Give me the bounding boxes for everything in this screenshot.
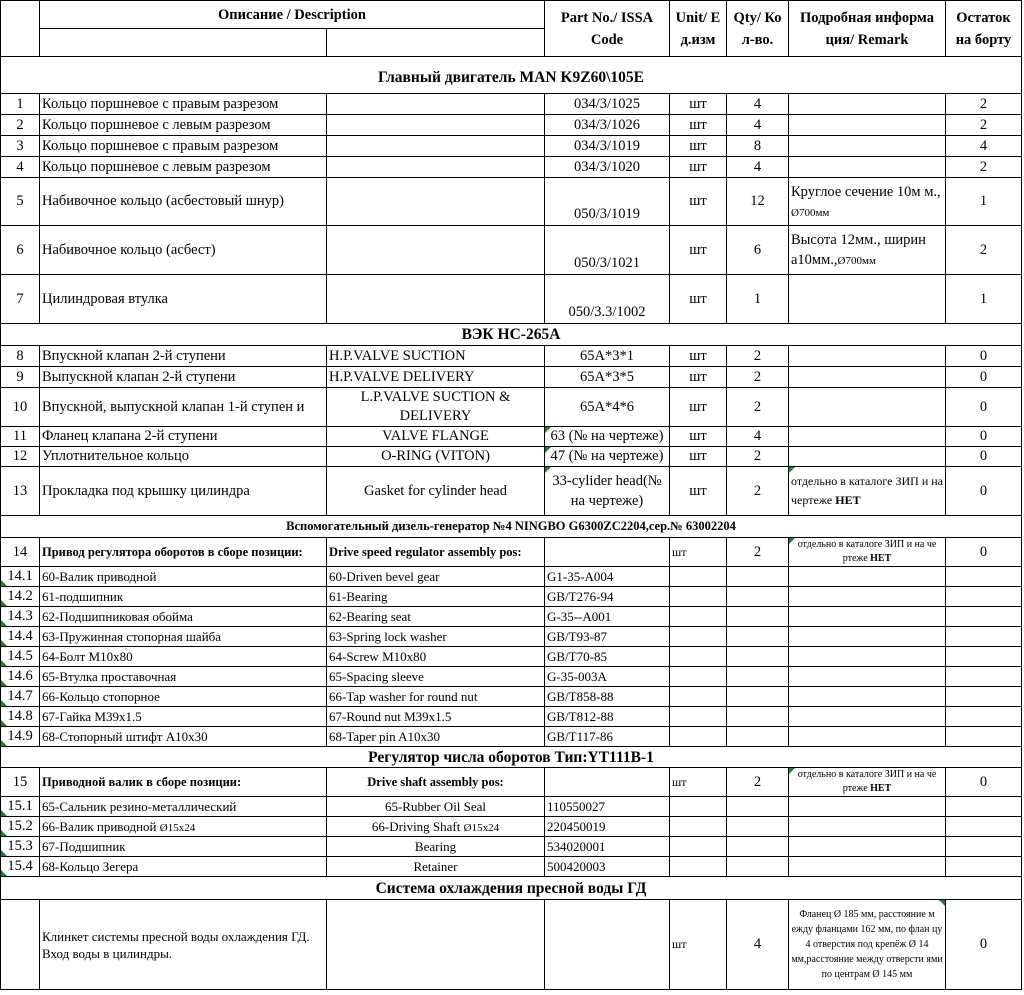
row-english: Bearing (327, 837, 545, 857)
row-unit (670, 647, 727, 667)
row-onboard: 1 (946, 178, 1022, 226)
row-onboard (946, 567, 1022, 587)
row-english: O-RING (VITON) (327, 447, 545, 467)
row-unit: шт (670, 447, 727, 467)
section-title: ВЭК HC-265A (1, 324, 1022, 346)
row-part (545, 538, 670, 567)
table-row (1, 367, 1022, 388)
row-onboard (946, 797, 1022, 817)
row-description: Цилиндровая втулка (40, 275, 327, 324)
row-number: 14.2 (1, 587, 40, 607)
row-part: 110550027 (545, 797, 670, 817)
table-row (1, 427, 1022, 447)
header-part-no: Part No./ ISSA Code (545, 1, 670, 57)
row-unit: шт (670, 427, 727, 447)
row-onboard: 0 (946, 367, 1022, 388)
header-number (1, 1, 40, 57)
table-row (1, 727, 1022, 747)
row-number: 2 (1, 115, 40, 136)
row-remark (789, 857, 946, 877)
row-qty (727, 647, 789, 667)
row-unit: шт (670, 900, 727, 990)
row-number: 13 (1, 467, 40, 516)
table-row (1, 647, 1022, 667)
row-remark: Фланец Ø 185 мм, расстояние м ежду фланцами 162 мм, по флан цу 4 отверстия под крепёж Ø 14 мм,расстояние между отверсти ями по центрам Ø 145 мм (789, 900, 946, 990)
row-english: 65-Spacing sleeve (327, 667, 545, 687)
row-qty: 2 (727, 367, 789, 388)
row-description: 65-Сальник резино-металлический (40, 797, 327, 817)
table-row (1, 900, 1022, 990)
row-part: 33-cylider head(№ на чертеже) (545, 467, 670, 516)
row-remark (789, 178, 946, 226)
row-description: 66-Кольцо стопорное (40, 687, 327, 707)
table-row (1, 707, 1022, 727)
row-unit: шт (670, 275, 727, 324)
row-english: Drive speed regulator assembly pos: (327, 538, 545, 567)
row-onboard: 2 (946, 226, 1022, 275)
row-number: 8 (1, 346, 40, 367)
row-english: Retainer (327, 857, 545, 877)
header-remark: Подробная информа ция/ Remark (789, 1, 946, 57)
row-remark (789, 467, 946, 516)
row-qty (727, 857, 789, 877)
row-remark (789, 768, 946, 797)
row-english (327, 817, 545, 837)
row-english: 63-Spring lock washer (327, 627, 545, 647)
row-onboard (946, 667, 1022, 687)
row-remark (789, 707, 946, 727)
remark-no: НЕТ (870, 783, 892, 794)
row-number: 14 (1, 538, 40, 567)
table-row (1, 857, 1022, 877)
row-part: 65A*3*5 (545, 367, 670, 388)
row-description: Кольцо поршневое с левым разрезом (40, 115, 327, 136)
row-number: 6 (1, 226, 40, 275)
remark-diameter: Ø700мм (791, 206, 830, 219)
section-main-engine (1, 62, 1022, 94)
remark-no: НЕТ (870, 553, 892, 564)
row-onboard: 0 (946, 467, 1022, 516)
table-row (1, 817, 1022, 837)
header-unit: Unit/ Е д.изм (670, 1, 727, 57)
row-part: GB/T858-88 (545, 687, 670, 707)
remark-diameter: Ø700мм (837, 255, 876, 267)
remark-text: отдельно в каталоге ЗИП и на чертеже (791, 474, 943, 507)
row-english: 67-Round nut M39x1.5 (327, 707, 545, 727)
row-onboard (946, 707, 1022, 727)
row-english (327, 136, 545, 157)
row-part: 034/3/1026 (545, 115, 670, 136)
row-remark (789, 157, 946, 178)
row-unit: шт (670, 768, 727, 797)
row-qty: 2 (727, 447, 789, 467)
row-remark (789, 817, 946, 837)
row-description: 61-подшипник (40, 587, 327, 607)
table-row (1, 687, 1022, 707)
row-number: 14.1 (1, 567, 40, 587)
row-unit (670, 627, 727, 647)
row-qty (727, 727, 789, 747)
row-number: 4 (1, 157, 40, 178)
row-part: GB/T812-88 (545, 707, 670, 727)
row-qty: 8 (727, 136, 789, 157)
row-part: 534020001 (545, 837, 670, 857)
row-onboard: 0 (946, 346, 1022, 367)
row-onboard: 0 (946, 538, 1022, 567)
header-blank-2 (327, 29, 545, 57)
row-qty: 12 (727, 178, 789, 226)
remark-text: Круглое сечение 10м м., (791, 183, 941, 200)
row-description: Привод регулятора оборотов в сборе позиции: (40, 538, 327, 567)
row-unit (670, 817, 727, 837)
row-onboard (946, 817, 1022, 837)
row-remark (789, 94, 946, 115)
row-remark (789, 447, 946, 467)
row-english: VALVE FLANGE (327, 427, 545, 447)
row-onboard (946, 647, 1022, 667)
row-description (40, 817, 327, 837)
row-qty (727, 687, 789, 707)
row-number: 15.4 (1, 857, 40, 877)
row-remark (789, 837, 946, 857)
row-remark (789, 687, 946, 707)
table-row (1, 797, 1022, 817)
row-english: Drive shaft assembly pos: (327, 768, 545, 797)
row-remark (789, 567, 946, 587)
row-onboard (946, 857, 1022, 877)
row-part: 65A*3*1 (545, 346, 670, 367)
row-number: 14.9 (1, 727, 40, 747)
row-onboard: 0 (946, 447, 1022, 467)
row-part: 500420003 (545, 857, 670, 877)
row-description: 63-Пружинная стопорная шайба (40, 627, 327, 647)
row-description: 60-Валик приводной (40, 567, 327, 587)
row-qty: 4 (727, 115, 789, 136)
row-unit (670, 837, 727, 857)
row-onboard: 2 (946, 115, 1022, 136)
table-row (1, 467, 1022, 516)
row-onboard (946, 837, 1022, 857)
row-qty: 2 (727, 388, 789, 427)
row-unit (670, 857, 727, 877)
row-qty (727, 607, 789, 627)
table-row (1, 226, 1022, 275)
row-remark (789, 136, 946, 157)
table-row (1, 627, 1022, 647)
row-qty: 2 (727, 467, 789, 516)
row-unit: шт (670, 538, 727, 567)
row-description: 62-Подшипниковая обойма (40, 607, 327, 627)
table-row (1, 178, 1022, 226)
row-qty: 1 (727, 275, 789, 324)
row-qty (727, 707, 789, 727)
row-number: 14.7 (1, 687, 40, 707)
row-qty: 2 (727, 538, 789, 567)
row-number: 7 (1, 275, 40, 324)
header-onboard: Остаток на борту (946, 1, 1022, 57)
row-unit: шт (670, 157, 727, 178)
en-size: Ø15x24 (463, 822, 500, 834)
row-part: 47 (№ на чертеже) (545, 447, 670, 467)
row-number: 14.4 (1, 627, 40, 647)
row-remark (789, 587, 946, 607)
row-description: Кольцо поршневое с левым разрезом (40, 157, 327, 178)
row-description: Впускной, выпускной клапан 1-й ступен и (40, 388, 327, 427)
row-onboard: 2 (946, 94, 1022, 115)
row-part: G-35-003A (545, 667, 670, 687)
row-english: 60-Driven bevel gear (327, 567, 545, 587)
row-unit (670, 587, 727, 607)
row-remark (789, 427, 946, 447)
row-qty: 6 (727, 226, 789, 275)
row-unit: шт (670, 467, 727, 516)
desc-text: 66-Валик приводной (42, 819, 160, 834)
header-blank-1 (40, 29, 327, 57)
row-remark (789, 538, 946, 567)
row-english: H.P.VALVE DELIVERY (327, 367, 545, 388)
row-english: 62-Bearing seat (327, 607, 545, 627)
row-qty: 4 (727, 427, 789, 447)
row-qty (727, 817, 789, 837)
en-text: 66-Driving Shaft (371, 819, 464, 834)
row-description: Уплотнительное кольцо (40, 447, 327, 467)
row-part: 65A*4*6 (545, 388, 670, 427)
section-aux-generator (1, 516, 1022, 538)
table-row (1, 388, 1022, 427)
row-onboard (946, 727, 1022, 747)
row-onboard: 0 (946, 900, 1022, 990)
row-description: Фланец клапана 2-й ступени (40, 427, 327, 447)
row-unit (670, 797, 727, 817)
row-description: Набивочное кольцо (асбестовый шнур) (40, 178, 327, 226)
section-regulator (1, 747, 1022, 768)
table-row (1, 275, 1022, 324)
row-part: GB/T117-86 (545, 727, 670, 747)
row-unit: шт (670, 226, 727, 275)
row-number: 1 (1, 94, 40, 115)
row-description: 68-Стопорный штифт A10x30 (40, 727, 327, 747)
table-row (1, 538, 1022, 567)
row-english: 66-Tap washer for round nut (327, 687, 545, 707)
row-part: GB/T70-85 (545, 647, 670, 667)
row-part: 63 (№ на чертеже) (545, 427, 670, 447)
row-part: 050/3/1019 (545, 178, 670, 226)
row-remark (789, 275, 946, 324)
row-onboard: 4 (946, 136, 1022, 157)
row-remark (789, 607, 946, 627)
desc-size: Ø15x24 (159, 822, 196, 834)
row-unit (670, 727, 727, 747)
section-title: Система охлаждения пресной воды ГД (1, 877, 1022, 900)
row-remark (789, 667, 946, 687)
row-number: 11 (1, 427, 40, 447)
row-onboard (946, 687, 1022, 707)
table-row (1, 837, 1022, 857)
row-part (545, 900, 670, 990)
row-unit (670, 567, 727, 587)
row-remark (789, 627, 946, 647)
table-row (1, 567, 1022, 587)
table-row (1, 346, 1022, 367)
row-remark (789, 727, 946, 747)
table-row (1, 157, 1022, 178)
row-description: 67-Подшипник (40, 837, 327, 857)
row-part: G-35--A001 (545, 607, 670, 627)
row-english: L.P.VALVE SUCTION & DELIVERY (327, 388, 545, 427)
row-onboard: 0 (946, 427, 1022, 447)
section-cooling (1, 877, 1022, 900)
row-qty: 4 (727, 94, 789, 115)
row-remark (789, 346, 946, 367)
table-row (1, 115, 1022, 136)
row-qty: 2 (727, 346, 789, 367)
row-onboard (946, 587, 1022, 607)
row-english (327, 178, 545, 226)
row-description: Набивочное кольцо (асбест) (40, 226, 327, 275)
row-qty: 4 (727, 900, 789, 990)
section-title: Регулятор числа оборотов Тип:YT111B-1 (1, 747, 1022, 768)
row-qty (727, 797, 789, 817)
row-description: 64-Болт M10x80 (40, 647, 327, 667)
row-description: 67-Гайка M39x1.5 (40, 707, 327, 727)
remark-text: отдельно в каталоге ЗИП и на че ртеже (797, 769, 937, 794)
row-number: 14.8 (1, 707, 40, 727)
table-row (1, 587, 1022, 607)
table-row (1, 768, 1022, 797)
row-english: Gasket for cylinder head (327, 467, 545, 516)
row-unit: шт (670, 94, 727, 115)
row-number: 15.2 (1, 817, 40, 837)
row-part: 034/3/1025 (545, 94, 670, 115)
row-part: 034/3/1020 (545, 157, 670, 178)
row-english (327, 900, 545, 990)
row-number: 14.6 (1, 667, 40, 687)
remark-text: Высота 12мм., ширин а10мм., (791, 232, 926, 268)
row-unit: шт (670, 136, 727, 157)
row-number: 14.3 (1, 607, 40, 627)
row-unit: шт (670, 367, 727, 388)
row-onboard (946, 627, 1022, 647)
row-english: 61-Bearing (327, 587, 545, 607)
row-english (327, 226, 545, 275)
table-row (1, 607, 1022, 627)
row-english: 64-Screw M10x80 (327, 647, 545, 667)
row-number: 3 (1, 136, 40, 157)
row-english: 68-Taper pin A10x30 (327, 727, 545, 747)
row-onboard: 2 (946, 157, 1022, 178)
row-number: 10 (1, 388, 40, 427)
header-qty: Qty/ Ко л-во. (727, 1, 789, 57)
row-qty: 2 (727, 768, 789, 797)
row-part: GB/T93-87 (545, 627, 670, 647)
row-remark (789, 115, 946, 136)
row-part: 220450019 (545, 817, 670, 837)
header-row (1, 1, 1022, 29)
row-part: 034/3/1019 (545, 136, 670, 157)
row-part (545, 768, 670, 797)
row-number: 15.3 (1, 837, 40, 857)
section-title: Вспомогательный дизель-генератор №4 NINGBO G6300ZC2204,сер.№ 63002204 (1, 516, 1022, 538)
row-part: GB/T276-94 (545, 587, 670, 607)
row-qty (727, 567, 789, 587)
row-qty (727, 627, 789, 647)
row-description: Кольцо поршневое с правым разрезом (40, 136, 327, 157)
row-description: Впускной клапан 2-й ступени (40, 346, 327, 367)
table-row (1, 667, 1022, 687)
row-description: 68-Кольцо Зегера (40, 857, 327, 877)
header-description: Описание / Description (40, 1, 545, 29)
row-unit: шт (670, 115, 727, 136)
remark-text: отдельно в каталоге ЗИП и на че ртеже (797, 539, 937, 564)
row-english (327, 275, 545, 324)
row-unit: шт (670, 178, 727, 226)
row-qty: 4 (727, 157, 789, 178)
row-part: 050/3.3/1002 (545, 275, 670, 324)
row-unit (670, 607, 727, 627)
table-row (1, 447, 1022, 467)
row-number: 15.1 (1, 797, 40, 817)
row-qty (727, 837, 789, 857)
row-english: H.P.VALVE SUCTION (327, 346, 545, 367)
row-qty (727, 587, 789, 607)
row-onboard: 0 (946, 388, 1022, 427)
row-part: G1-35-A004 (545, 567, 670, 587)
row-part: 050/3/1021 (545, 226, 670, 275)
row-onboard: 0 (946, 768, 1022, 797)
row-onboard: 1 (946, 275, 1022, 324)
row-remark (789, 367, 946, 388)
row-unit: шт (670, 388, 727, 427)
row-unit (670, 667, 727, 687)
row-description: Прокладка под крышку цилиндра (40, 467, 327, 516)
row-description: Выпускной клапан 2-й ступени (40, 367, 327, 388)
row-qty (727, 667, 789, 687)
row-description: Кольцо поршневое с правым разрезом (40, 94, 327, 115)
row-english (327, 94, 545, 115)
section-compressor (1, 324, 1022, 346)
row-number (1, 900, 40, 990)
row-number: 12 (1, 447, 40, 467)
row-english (327, 115, 545, 136)
row-unit (670, 687, 727, 707)
row-english: 65-Rubber Oil Seal (327, 797, 545, 817)
section-title: Главный двигатель MAN K9Z60\105E (1, 62, 1022, 94)
row-number: 14.5 (1, 647, 40, 667)
row-remark (789, 226, 946, 275)
row-number: 15 (1, 768, 40, 797)
row-description: Клинкет системы пресной воды охлаждения ГД. Вход воды в цилиндры. (40, 900, 327, 990)
row-remark (789, 388, 946, 427)
row-description: 65-Втулка проставочная (40, 667, 327, 687)
row-description: Приводной валик в сборе позиции: (40, 768, 327, 797)
table-row (1, 136, 1022, 157)
row-number: 5 (1, 178, 40, 226)
row-remark (789, 647, 946, 667)
table-row (1, 94, 1022, 115)
row-remark (789, 797, 946, 817)
row-unit (670, 707, 727, 727)
row-unit: шт (670, 346, 727, 367)
row-english (327, 157, 545, 178)
row-onboard (946, 607, 1022, 627)
remark-no: НЕТ (835, 493, 861, 507)
row-number: 9 (1, 367, 40, 388)
